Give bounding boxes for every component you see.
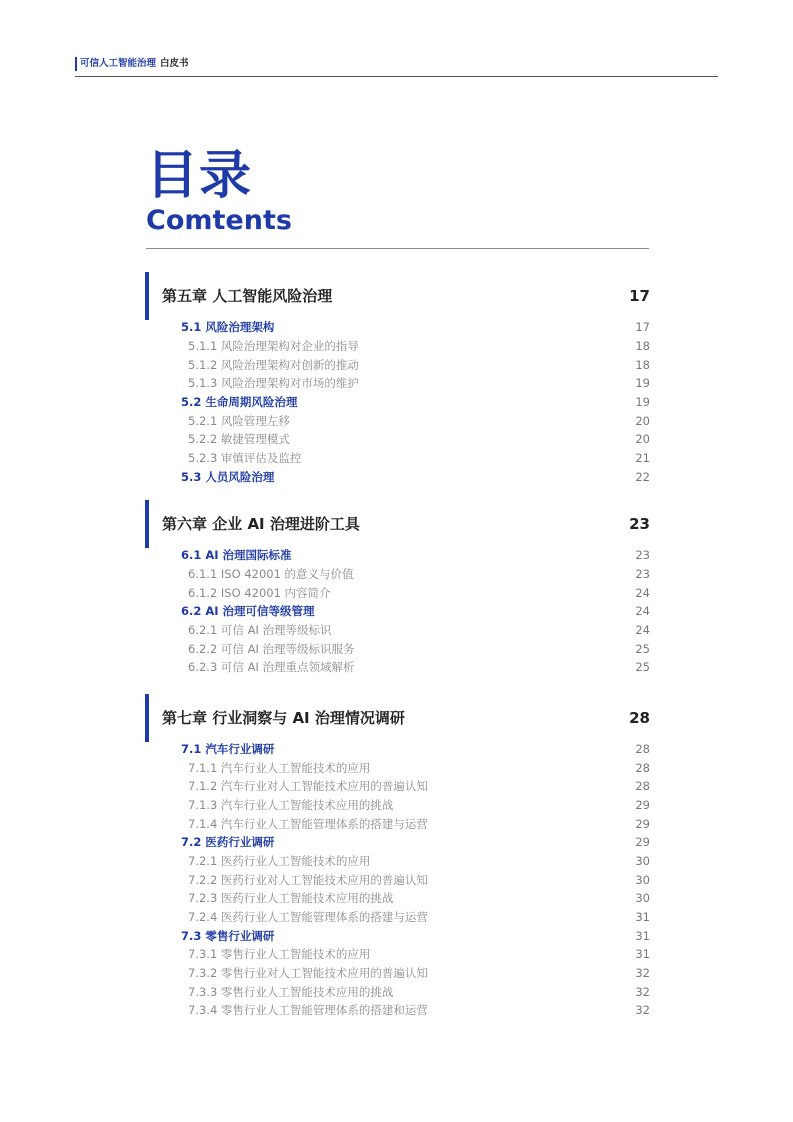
entry-page: 24 (635, 623, 650, 637)
toc-entry[interactable] (188, 374, 650, 392)
entry-title: 7.2.3 医药行业人工智能技术应用的挑战 (188, 891, 394, 905)
header-label (80, 57, 189, 71)
entry-title: 7.2.1 医药行业人工智能技术的应用 (188, 854, 371, 868)
entry-page: 28 (635, 761, 650, 775)
entry-title: 6.2.3 可信 AI 治理重点领域解析 (188, 660, 355, 674)
toc-entry[interactable] (181, 318, 650, 336)
entry-title: 5.2.3 审慎评估及监控 (188, 451, 302, 465)
entry-title: 5.2.2 敏捷管理模式 (188, 432, 290, 446)
entry-page: 23 (635, 548, 650, 562)
toc-entry[interactable] (188, 945, 650, 963)
entry-page: 20 (635, 414, 650, 428)
entry-page: 18 (635, 358, 650, 372)
entry-title: 7.1 汽车行业调研 (181, 742, 275, 756)
entry-title: 5.1.2 风险治理架构对创新的推动 (188, 358, 359, 372)
toc-entry[interactable] (188, 449, 650, 467)
entry-title: 7.3.3 零售行业人工智能技术应用的挑战 (188, 985, 394, 999)
chapter-title: 第六章 企业 AI 治理进阶工具 (162, 515, 360, 533)
entry-title: 7.1.3 汽车行业人工智能技术应用的挑战 (188, 798, 394, 812)
entry-page: 31 (635, 929, 650, 943)
chapter-title: 第五章 人工智能风险治理 (162, 287, 333, 305)
entry-page: 18 (635, 339, 650, 353)
header-doc-type: 白皮书 (160, 58, 189, 69)
entry-page: 25 (635, 660, 650, 674)
chapter-title: 第七章 行业洞察与 AI 治理情况调研 (162, 709, 405, 727)
entry-title: 7.1.2 汽车行业对人工智能技术应用的普遍认知 (188, 779, 428, 793)
toc-entry[interactable] (188, 777, 650, 795)
entry-page: 30 (635, 891, 650, 905)
entry-page: 31 (635, 910, 650, 924)
chapter-heading[interactable] (145, 272, 650, 320)
toc-entry[interactable] (188, 983, 650, 1001)
entry-title: 7.2 医药行业调研 (181, 835, 275, 849)
entry-title: 5.1 风险治理架构 (181, 320, 275, 334)
toc-entry[interactable] (181, 927, 650, 945)
entry-title: 7.1.4 汽车行业人工智能管理体系的搭建与运营 (188, 817, 428, 831)
entry-page: 24 (635, 586, 650, 600)
toc-entry[interactable] (188, 337, 650, 355)
chapter-accent-bar (145, 500, 149, 548)
entry-title: 5.2 生命周期风险治理 (181, 395, 298, 409)
entry-page: 24 (635, 604, 650, 618)
entry-title: 7.3 零售行业调研 (181, 929, 275, 943)
header-accent-bar (75, 57, 77, 71)
toc-entry[interactable] (188, 871, 650, 889)
toc-entry[interactable] (188, 412, 650, 430)
entry-title: 5.1.3 风险治理架构对市场的维护 (188, 376, 359, 390)
entry-title: 6.2 AI 治理可信等级管理 (181, 604, 315, 618)
toc-entry[interactable] (181, 602, 650, 620)
entry-title: 6.1 AI 治理国际标准 (181, 548, 292, 562)
page-title: 目录 (146, 146, 253, 206)
page-subtitle: Comtents (146, 205, 292, 236)
chapter-accent-bar (145, 272, 149, 320)
toc-entry[interactable] (188, 621, 650, 639)
toc-entry[interactable] (188, 430, 650, 448)
toc-entry[interactable] (188, 852, 650, 870)
toc-entry[interactable] (188, 964, 650, 982)
entry-title: 6.2.2 可信 AI 治理等级标识服务 (188, 642, 355, 656)
entry-title: 5.1.1 风险治理架构对企业的指导 (188, 339, 359, 353)
toc-entry[interactable] (181, 546, 650, 564)
entry-page: 29 (635, 817, 650, 831)
entry-title: 7.3.2 零售行业对人工智能技术应用的普遍认知 (188, 966, 428, 980)
toc-entry[interactable] (181, 833, 650, 851)
entry-page: 19 (635, 395, 650, 409)
entry-title: 7.3.1 零售行业人工智能技术的应用 (188, 947, 371, 961)
toc-entry[interactable] (188, 796, 650, 814)
entry-page: 23 (635, 567, 650, 581)
entry-title: 5.2.1 风险管理左移 (188, 414, 290, 428)
entry-title: 6.2.1 可信 AI 治理等级标识 (188, 623, 332, 637)
entry-page: 32 (635, 1003, 650, 1017)
entry-page: 22 (635, 470, 650, 484)
toc-entry[interactable] (181, 740, 650, 758)
header-brand: 可信人工智能治理 (80, 58, 157, 69)
entry-title: 7.3.4 零售行业人工智能管理体系的搭建和运营 (188, 1003, 428, 1017)
entry-page: 30 (635, 873, 650, 887)
entry-page: 21 (635, 451, 650, 465)
toc-entry[interactable] (188, 759, 650, 777)
entry-page: 17 (635, 320, 650, 334)
chapter-accent-bar (145, 694, 149, 742)
toc-entry[interactable] (181, 468, 650, 486)
entry-title: 6.1.2 ISO 42001 内容简介 (188, 586, 331, 600)
chapter-page: 17 (629, 287, 650, 305)
entry-page: 19 (635, 376, 650, 390)
entry-title: 5.3 人员风险治理 (181, 470, 275, 484)
toc-entry[interactable] (188, 584, 650, 602)
toc-entry[interactable] (188, 565, 650, 583)
entry-page: 31 (635, 947, 650, 961)
toc-entry[interactable] (188, 889, 650, 907)
entry-page: 32 (635, 966, 650, 980)
toc-entry[interactable] (181, 393, 650, 411)
toc-entry[interactable] (188, 1001, 650, 1019)
chapter-heading[interactable] (145, 500, 650, 548)
entry-page: 29 (635, 835, 650, 849)
running-header (75, 56, 718, 77)
toc-entry[interactable] (188, 815, 650, 833)
toc-entry[interactable] (188, 640, 650, 658)
entry-page: 28 (635, 742, 650, 756)
entry-title: 7.1.1 汽车行业人工智能技术的应用 (188, 761, 371, 775)
chapter-page: 23 (629, 515, 650, 533)
entry-page: 32 (635, 985, 650, 999)
toc-entry[interactable] (188, 908, 650, 926)
entry-title: 7.2.2 医药行业对人工智能技术应用的普遍认知 (188, 873, 428, 887)
toc-entry[interactable] (188, 658, 650, 676)
entry-page: 25 (635, 642, 650, 656)
entry-page: 28 (635, 779, 650, 793)
title-divider (146, 248, 649, 249)
chapter-heading[interactable] (145, 694, 650, 742)
entry-title: 7.2.4 医药行业人工智能管理体系的搭建与运营 (188, 910, 428, 924)
entry-page: 20 (635, 432, 650, 446)
entry-page: 30 (635, 854, 650, 868)
entry-title: 6.1.1 ISO 42001 的意义与价值 (188, 567, 354, 581)
toc-entry[interactable] (188, 356, 650, 374)
entry-page: 29 (635, 798, 650, 812)
chapter-page: 28 (629, 709, 650, 727)
